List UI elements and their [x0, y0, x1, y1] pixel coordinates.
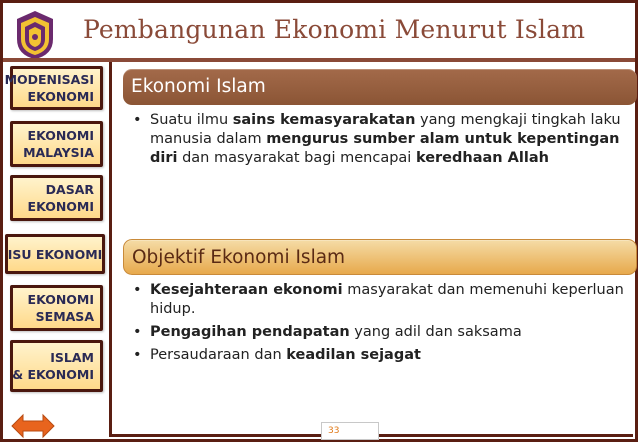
nav-label-line1: MODENISASI: [4, 72, 94, 87]
nav-button-islam-ekonomi[interactable]: [10, 340, 103, 392]
nav-button-isu-ekonomi[interactable]: [5, 234, 105, 274]
nav-button-modenisasi-ekonomi[interactable]: [4, 66, 103, 110]
nav-button-ekonomi-semasa[interactable]: [10, 285, 103, 331]
nav-label-line2: & EKONOMI: [12, 367, 94, 382]
nav-button-ekonomi-malaysia[interactable]: [10, 121, 103, 167]
nav-label-line1: EKONOMI: [27, 128, 94, 143]
section-heading-ekonomi-islam: Ekonomi Islam: [123, 69, 637, 105]
definition-list: [133, 111, 633, 172]
text-run: yang mengkaji tingkah laku manusia dalam: [150, 112, 621, 147]
bold-term: keadilan sejagat: [286, 347, 421, 363]
objective-bullet: [133, 323, 633, 342]
nav-button-dasar-ekonomi[interactable]: [10, 175, 103, 221]
text-run: masyarakat dan memenuhi keperluan hidup.: [150, 282, 624, 317]
text-run: Persaudaraan dan: [150, 347, 287, 363]
nav-label-line2: MALAYSIA: [23, 145, 94, 160]
nav-label-line1: ISLAM: [50, 350, 94, 365]
nav-label-line2: SEMASA: [35, 309, 94, 324]
bold-term: Pengagihan pendapatan: [150, 324, 350, 340]
nav-label-line1: DASAR: [45, 182, 94, 197]
objectives-list: [133, 281, 633, 369]
nav-label-line2: EKONOMI: [27, 89, 94, 104]
bold-term: mengurus sumber alam untuk kepentingan diri: [150, 131, 620, 166]
definition-bullet: [133, 111, 633, 168]
text-run: yang adil dan saksama: [349, 324, 522, 340]
objective-bullet: [133, 281, 633, 319]
page-title: Pembangunan Ekonomi Menurut Islam: [83, 15, 586, 44]
left-right-arrow-icon[interactable]: [11, 413, 55, 439]
objective-bullet: [133, 346, 633, 365]
slide: [3, 3, 635, 439]
university-logo-icon: [11, 9, 59, 61]
nav-label-line2: EKONOMI: [27, 199, 94, 214]
nav-label-line1: EKONOMI: [27, 292, 94, 307]
text-run: Suatu ilmu: [150, 112, 233, 128]
section-heading-objektif: Objektif Ekonomi Islam: [123, 239, 637, 275]
nav-label-line1: ISU EKONOMI: [7, 246, 103, 262]
title-strip: [3, 3, 635, 65]
page-number: 33: [321, 422, 379, 440]
text-run: dan masyarakat bagi mencapai: [177, 150, 416, 166]
bold-term: Kesejahteraan ekonomi: [150, 282, 343, 298]
bold-term: keredhaan Allah: [415, 150, 549, 166]
bold-term: sains kemasyarakatan: [232, 112, 416, 128]
